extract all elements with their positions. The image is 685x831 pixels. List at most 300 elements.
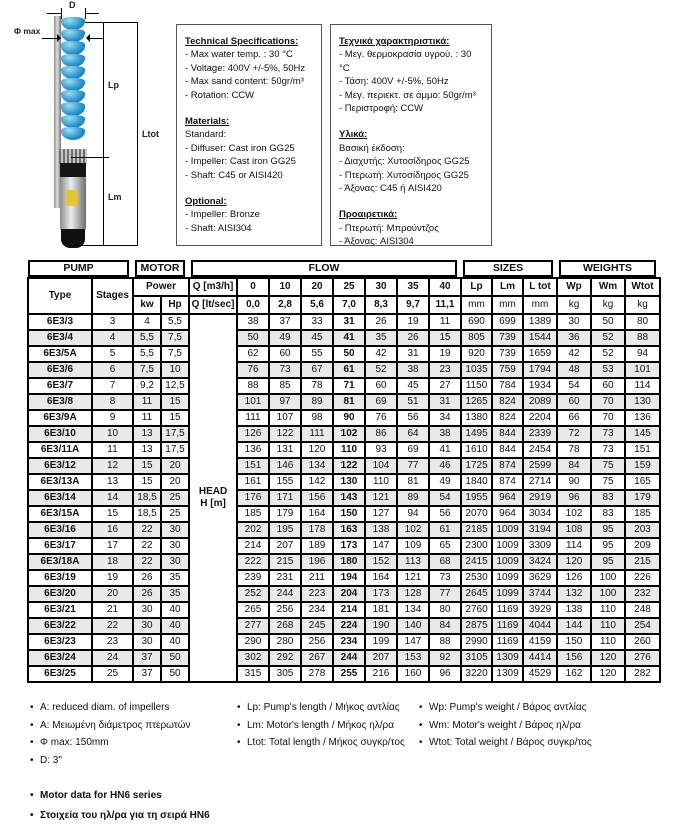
head-value-cell: 37: [269, 314, 301, 330]
head-value-cell: 189: [301, 538, 333, 554]
ltot-cell: 2089: [523, 394, 557, 410]
table-row: [28, 490, 660, 506]
kw-cell: 11: [133, 394, 161, 410]
col-header-flow-30: 30: [365, 278, 397, 296]
wp-cell: 66: [557, 410, 591, 426]
col-header-kw: kw: [133, 296, 161, 314]
pump-type-cell: 6E3/24: [28, 650, 92, 666]
head-value-cell: 122: [333, 458, 365, 474]
footnote-text: A: Μειωμένη διάμετρος πτερωτών: [40, 719, 191, 731]
head-value-cell: 56: [397, 410, 429, 426]
head-value-cell: 195: [269, 522, 301, 538]
spec-box-greek: [330, 24, 492, 246]
head-value-cell: 252: [237, 586, 269, 602]
hp-cell: 40: [161, 602, 189, 618]
hp-cell: 50: [161, 650, 189, 666]
head-value-cell: 152: [365, 554, 397, 570]
lp-cell: 1495: [461, 426, 492, 442]
impeller-segment: [61, 41, 85, 54]
head-value-cell: 93: [365, 442, 397, 458]
head-value-cell: 131: [269, 442, 301, 458]
wm-cell: 52: [591, 330, 625, 346]
stages-cell: 23: [92, 634, 133, 650]
stages-cell: 20: [92, 586, 133, 602]
lp-cell: 2760: [461, 602, 492, 618]
unit-kg: kg: [591, 296, 625, 314]
head-value-cell: 126: [237, 426, 269, 442]
wp-cell: 132: [557, 586, 591, 602]
col-header-lm: Lm: [492, 278, 523, 296]
head-value-cell: 104: [365, 458, 397, 474]
spec-line: - Diffuser: Cast iron GG25: [185, 142, 295, 154]
pump-data-table: [27, 260, 661, 683]
col-header-ltot: L tot: [523, 278, 557, 296]
ltot-cell: 3194: [523, 522, 557, 538]
spec-line: - Shaft: C45 or AISI420: [185, 169, 283, 181]
dim-line-d: [85, 13, 99, 14]
dim-line-d: [47, 13, 61, 14]
spec-section-title: Technical Specifications:: [185, 36, 299, 47]
head-value-cell: 185: [237, 506, 269, 522]
stages-cell: 21: [92, 602, 133, 618]
head-value-cell: 41: [429, 442, 461, 458]
spec-line: - Μεγ. περιεκτ. σε άμμο: 50gr/m³: [339, 89, 476, 101]
head-value-cell: 61: [429, 522, 461, 538]
wtot-cell: 94: [625, 346, 660, 362]
stages-cell: 9: [92, 410, 133, 426]
table-group-header-row: [27, 260, 661, 277]
head-value-cell: 173: [333, 538, 365, 554]
wm-cell: 75: [591, 474, 625, 490]
impeller-segment: [61, 127, 85, 140]
ltot-cell: 1389: [523, 314, 557, 330]
footnote-item: [237, 699, 405, 717]
unit-kg: kg: [625, 296, 660, 314]
pump-type-cell: 6E3/13A: [28, 474, 92, 490]
wp-cell: 144: [557, 618, 591, 634]
lp-cell: 1265: [461, 394, 492, 410]
head-value-cell: 102: [397, 522, 429, 538]
footnote-text: Lm: Motor's length / Μήκος ηλ/ρα: [247, 719, 395, 731]
wm-cell: 120: [591, 650, 625, 666]
footnote-item: [30, 806, 210, 826]
arrowhead-right: [57, 34, 65, 42]
col-header-flow-35: 35: [397, 278, 429, 296]
footnote-item: [30, 786, 210, 806]
pump-table-body: [28, 314, 660, 682]
ltot-cell: 2204: [523, 410, 557, 426]
head-value-cell: 244: [333, 650, 365, 666]
head-value-cell: 140: [397, 618, 429, 634]
wtot-cell: 159: [625, 458, 660, 474]
spec-line: Βασική έκδοση:: [339, 142, 405, 154]
head-value-cell: 65: [429, 538, 461, 554]
group-header-motor: MOTOR: [135, 260, 185, 277]
col-header-flow-20: 20: [301, 278, 333, 296]
head-value-cell: 134: [301, 458, 333, 474]
lp-cell: 2530: [461, 570, 492, 586]
head-value-cell: 194: [333, 570, 365, 586]
head-value-cell: 101: [237, 394, 269, 410]
dim-label-d: D: [69, 0, 76, 10]
head-value-cell: 136: [237, 442, 269, 458]
wtot-cell: 260: [625, 634, 660, 650]
table-row: [28, 426, 660, 442]
head-value-cell: 69: [397, 442, 429, 458]
table-row: [28, 570, 660, 586]
head-value-cell: 27: [429, 378, 461, 394]
hp-cell: 30: [161, 554, 189, 570]
head-value-cell: 19: [429, 346, 461, 362]
lp-cell: 1380: [461, 410, 492, 426]
col-header-flow-0: 0: [237, 278, 269, 296]
spec-gap: [185, 182, 313, 195]
col-header-ltsec-3: 7,0: [333, 296, 365, 314]
group-header-weights: WEIGHTS: [559, 260, 656, 277]
spec-section-title: Materials:: [185, 116, 230, 128]
kw-cell: 9,2: [133, 378, 161, 394]
lp-cell: 2300: [461, 538, 492, 554]
table-row: [28, 554, 660, 570]
kw-cell: 4: [133, 314, 161, 330]
kw-cell: 22: [133, 522, 161, 538]
lm-cell: 1169: [492, 618, 523, 634]
dim-tick: [61, 8, 62, 19]
table-row: [28, 650, 660, 666]
lm-cell: 1169: [492, 602, 523, 618]
pump-type-cell: 6E3/18A: [28, 554, 92, 570]
lm-cell: 759: [492, 362, 523, 378]
lp-cell: 2875: [461, 618, 492, 634]
head-value-cell: 45: [397, 378, 429, 394]
footnote-item: [30, 752, 190, 770]
table-row: [28, 602, 660, 618]
head-value-cell: 222: [237, 554, 269, 570]
lp-cell: 2645: [461, 586, 492, 602]
ltot-cell: 1794: [523, 362, 557, 378]
head-value-cell: 67: [301, 362, 333, 378]
footnote-item: [419, 734, 592, 752]
stages-cell: 15: [92, 506, 133, 522]
head-value-cell: 49: [269, 330, 301, 346]
footnote-item: [237, 734, 405, 752]
coupling-band: [60, 163, 86, 177]
head-value-cell: 164: [301, 506, 333, 522]
head-value-cell: 50: [237, 330, 269, 346]
head-merged-cell: HEAD H [m]: [189, 314, 237, 682]
stages-cell: 8: [92, 394, 133, 410]
spec-line: - Rotation: CCW: [185, 89, 255, 101]
kw-cell: 18,5: [133, 490, 161, 506]
bullet-icon: •: [237, 702, 241, 713]
lm-cell: 1099: [492, 586, 523, 602]
wtot-cell: 248: [625, 602, 660, 618]
motor-label: [66, 190, 77, 206]
head-value-cell: 163: [333, 522, 365, 538]
pump-type-cell: 6E3/23: [28, 634, 92, 650]
group-header-sizes: SIZES: [463, 260, 553, 277]
ltot-cell: 3629: [523, 570, 557, 586]
lp-cell: 2415: [461, 554, 492, 570]
lp-cell: 2990: [461, 634, 492, 650]
head-value-cell: 92: [429, 650, 461, 666]
pump-type-cell: 6E3/14: [28, 490, 92, 506]
head-value-cell: 280: [269, 634, 301, 650]
spec-line: - Max sand content: 50gr/m³: [185, 76, 304, 88]
lp-cell: 920: [461, 346, 492, 362]
head-value-cell: 88: [429, 634, 461, 650]
arrowhead-left: [82, 34, 90, 42]
pump-type-cell: 6E3/10: [28, 426, 92, 442]
head-value-cell: 142: [301, 474, 333, 490]
head-value-cell: 84: [429, 618, 461, 634]
col-header-flow-10: 10: [269, 278, 301, 296]
ltot-cell: 2919: [523, 490, 557, 506]
col-header-ltsec-1: 2,8: [269, 296, 301, 314]
stages-cell: 11: [92, 442, 133, 458]
lp-cell: 1725: [461, 458, 492, 474]
head-value-cell: 255: [333, 666, 365, 682]
head-value-cell: 234: [301, 602, 333, 618]
wp-cell: 96: [557, 490, 591, 506]
head-value-cell: 178: [301, 522, 333, 538]
wm-cell: 73: [591, 442, 625, 458]
col-header-flow-25: 25: [333, 278, 365, 296]
stages-cell: 22: [92, 618, 133, 634]
stages-cell: 17: [92, 538, 133, 554]
table-row: [28, 394, 660, 410]
pump-type-cell: 6E3/5A: [28, 346, 92, 362]
kw-cell: 22: [133, 538, 161, 554]
hp-cell: 15: [161, 410, 189, 426]
head-value-cell: 277: [237, 618, 269, 634]
group-header-flow: FLOW: [191, 260, 457, 277]
head-value-cell: 130: [333, 474, 365, 490]
spec-line: - Πτερωτή: Μπρούντζος: [339, 222, 439, 234]
unit-mm: mm: [492, 296, 523, 314]
unit-kg: kg: [557, 296, 591, 314]
table-row: [28, 442, 660, 458]
head-value-cell: 68: [429, 554, 461, 570]
head-value-cell: 61: [333, 362, 365, 378]
head-value-cell: 69: [365, 394, 397, 410]
head-value-cell: 73: [429, 570, 461, 586]
head-value-cell: 71: [333, 378, 365, 394]
table-row: [28, 474, 660, 490]
head-value-cell: 120: [301, 442, 333, 458]
pump-type-cell: 6E3/16: [28, 522, 92, 538]
head-value-cell: 60: [365, 378, 397, 394]
hp-cell: 40: [161, 618, 189, 634]
table-row: [28, 666, 660, 682]
spec-line: - Τάση: 400V +/-5%, 50Hz: [339, 76, 449, 88]
spec-gap: [339, 115, 483, 128]
wm-cell: 70: [591, 410, 625, 426]
hp-cell: 5,5: [161, 314, 189, 330]
footnote-text: Wm: Motor's weight / Βάρος ηλ/ρα: [429, 719, 581, 731]
head-value-cell: 97: [269, 394, 301, 410]
lm-cell: 874: [492, 474, 523, 490]
pump-type-cell: 6E3/15A: [28, 506, 92, 522]
head-value-cell: 214: [333, 602, 365, 618]
wm-cell: 50: [591, 314, 625, 330]
footnotes-column-3: [419, 699, 592, 752]
spec-line: - Impeller: Bronze: [185, 209, 260, 221]
pump-type-cell: 6E3/6: [28, 362, 92, 378]
head-value-cell: 196: [301, 554, 333, 570]
wm-cell: 53: [591, 362, 625, 378]
kw-cell: 5,5: [133, 346, 161, 362]
wp-cell: 54: [557, 378, 591, 394]
pump-type-cell: 6E3/20: [28, 586, 92, 602]
impeller-segment: [61, 102, 85, 115]
head-value-cell: 173: [365, 586, 397, 602]
spec-line: Standard:: [185, 129, 227, 141]
wm-cell: 95: [591, 554, 625, 570]
col-header-power: Power: [133, 278, 189, 296]
footnotes-column-2: [237, 699, 405, 752]
wm-cell: 95: [591, 538, 625, 554]
ltot-cell: 3744: [523, 586, 557, 602]
head-value-cell: 85: [269, 378, 301, 394]
wtot-cell: 215: [625, 554, 660, 570]
col-header-ltsec-2: 5,6: [301, 296, 333, 314]
head-value-cell: 202: [237, 522, 269, 538]
head-value-cell: 150: [333, 506, 365, 522]
stages-cell: 16: [92, 522, 133, 538]
head-value-cell: 109: [397, 538, 429, 554]
footnote-text: Motor data for HN6 series: [40, 790, 162, 801]
table-row: [28, 522, 660, 538]
stages-cell: 18: [92, 554, 133, 570]
wp-cell: 42: [557, 346, 591, 362]
wm-cell: 100: [591, 570, 625, 586]
head-value-cell: 190: [365, 618, 397, 634]
head-value-cell: 256: [269, 602, 301, 618]
kw-cell: 37: [133, 650, 161, 666]
footnotes-bottom: [30, 786, 210, 825]
head-value-cell: 146: [269, 458, 301, 474]
col-header-flow-40: 40: [429, 278, 461, 296]
pump-type-cell: 6E3/3: [28, 314, 92, 330]
bullet-icon: •: [30, 754, 34, 766]
head-value-cell: 96: [429, 666, 461, 682]
table-row: [28, 378, 660, 394]
impeller-segment: [61, 54, 85, 67]
head-value-cell: 31: [397, 346, 429, 362]
kw-cell: 30: [133, 634, 161, 650]
head-value-cell: 147: [365, 538, 397, 554]
footnote-item: [419, 717, 592, 735]
wtot-cell: 203: [625, 522, 660, 538]
col-header-q-ltsec: Q [lt/sec]: [189, 296, 237, 314]
head-value-cell: 11: [429, 314, 461, 330]
bullet-icon: •: [237, 719, 241, 731]
ltot-cell: 1934: [523, 378, 557, 394]
stages-cell: 6: [92, 362, 133, 378]
head-value-cell: 110: [365, 474, 397, 490]
lm-cell: 824: [492, 410, 523, 426]
head-value-cell: 290: [237, 634, 269, 650]
col-header-ltsec-0: 0,0: [237, 296, 269, 314]
head-value-cell: 302: [237, 650, 269, 666]
wtot-cell: 276: [625, 650, 660, 666]
wp-cell: 162: [557, 666, 591, 682]
head-value-cell: 199: [365, 634, 397, 650]
head-value-cell: 267: [301, 650, 333, 666]
lm-cell: 1099: [492, 570, 523, 586]
hp-cell: 35: [161, 570, 189, 586]
lp-cell: 1840: [461, 474, 492, 490]
bullet-icon: •: [30, 719, 34, 731]
head-value-cell: 239: [237, 570, 269, 586]
head-value-cell: 78: [301, 378, 333, 394]
ltot-cell: 3929: [523, 602, 557, 618]
head-value-cell: 76: [365, 410, 397, 426]
wp-cell: 156: [557, 650, 591, 666]
footnote-text: Στοιχεία του ηλ/ρα για τη σειρά HN6: [40, 809, 210, 821]
head-value-cell: 134: [397, 602, 429, 618]
hp-cell: 10: [161, 362, 189, 378]
ltot-cell: 1544: [523, 330, 557, 346]
head-value-cell: 54: [429, 490, 461, 506]
head-value-cell: 305: [269, 666, 301, 682]
col-header-ltsec-5: 9,7: [397, 296, 429, 314]
kw-cell: 11: [133, 410, 161, 426]
hp-cell: 20: [161, 474, 189, 490]
col-header-ltsec-6: 11,1: [429, 296, 461, 314]
wtot-cell: 130: [625, 394, 660, 410]
lm-cell: 784: [492, 378, 523, 394]
spec-line: - Περιστροφή: CCW: [339, 103, 424, 115]
pump-type-cell: 6E3/21: [28, 602, 92, 618]
spec-line: - Impeller: Cast iron GG25: [185, 156, 296, 168]
lm-cell: 964: [492, 490, 523, 506]
pump-figure: [14, 2, 174, 258]
head-value-cell: 89: [301, 394, 333, 410]
footnote-text: Φ max: 150mm: [40, 737, 109, 748]
col-header-q-m3h: Q [m3/h]: [189, 278, 237, 296]
footnote-text: Ltot: Total length / Μήκος συγκρ/τος: [247, 737, 405, 748]
head-value-cell: 211: [301, 570, 333, 586]
stages-cell: 13: [92, 474, 133, 490]
ltot-cell: 4414: [523, 650, 557, 666]
head-value-cell: 143: [333, 490, 365, 506]
lm-cell: 824: [492, 394, 523, 410]
hp-cell: 35: [161, 586, 189, 602]
bullet-icon: •: [30, 809, 34, 821]
wp-cell: 84: [557, 458, 591, 474]
head-value-cell: 153: [397, 650, 429, 666]
pump-type-cell: 6E3/25: [28, 666, 92, 682]
head-value-cell: 64: [397, 426, 429, 442]
head-value-cell: 15: [429, 330, 461, 346]
ltot-cell: 4044: [523, 618, 557, 634]
head-value-cell: 34: [429, 410, 461, 426]
head-value-cell: 315: [237, 666, 269, 682]
wtot-cell: 145: [625, 426, 660, 442]
hp-cell: 30: [161, 522, 189, 538]
head-value-cell: 76: [237, 362, 269, 378]
wtot-cell: 165: [625, 474, 660, 490]
dim-line-lp-lm: [103, 22, 104, 245]
pump-type-cell: 6E3/8: [28, 394, 92, 410]
wm-cell: 52: [591, 346, 625, 362]
head-value-cell: 73: [269, 362, 301, 378]
table-row: [28, 586, 660, 602]
footnote-text: D: 3": [40, 754, 62, 766]
lm-cell: 1309: [492, 650, 523, 666]
